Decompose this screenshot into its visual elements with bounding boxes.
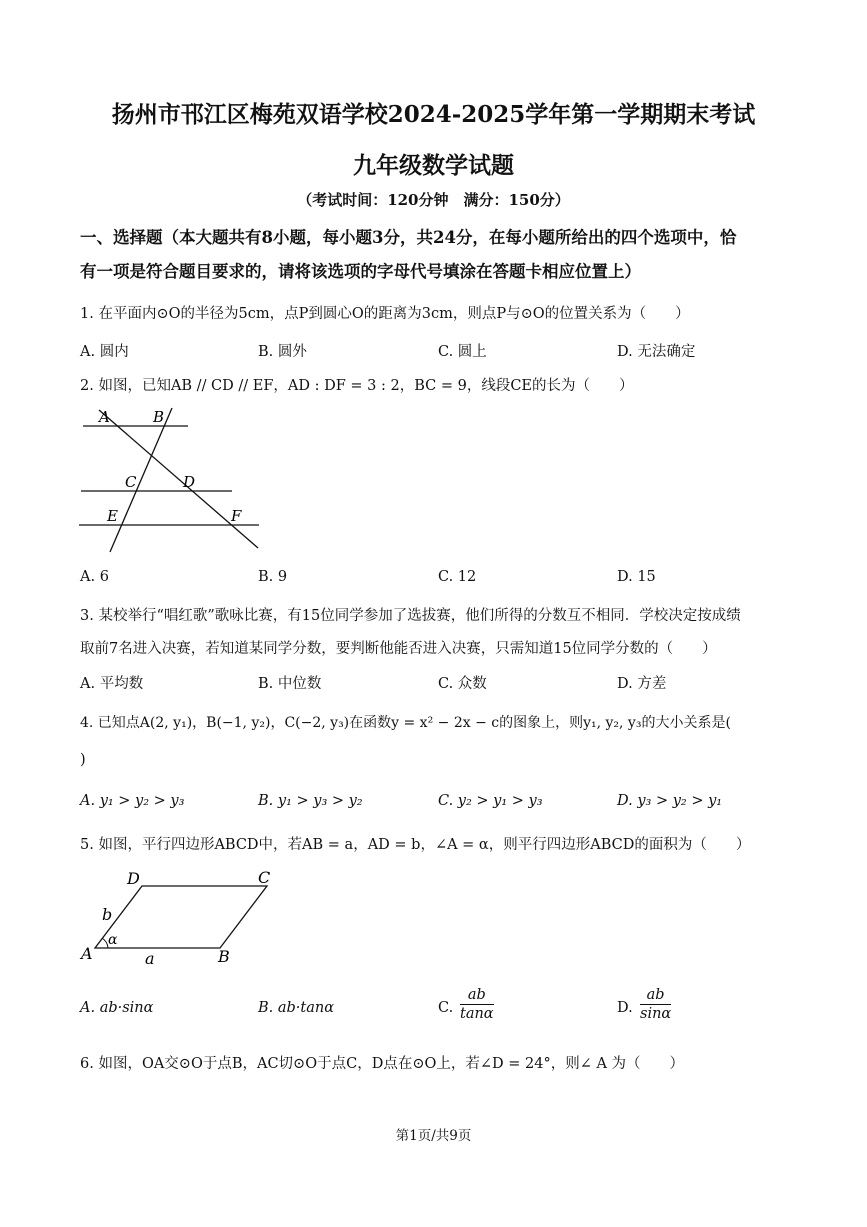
- q2-option-a: A. 6: [80, 569, 109, 585]
- q2-label-a: A: [99, 408, 110, 426]
- exam-info: （考试时间：120分钟 满分：150分）: [297, 191, 570, 209]
- q5-label-a-side: a: [145, 949, 155, 968]
- q1-option-b: B. 圆外: [258, 344, 307, 360]
- q2-label-b: B: [153, 408, 165, 426]
- q5-option-d-fraction: [640, 987, 671, 1022]
- question-3-line1: 3. 某校举行“唱红歌”歌咏比赛，有15位同学参加了选拔赛，他们所得的分数互不相同．学校决定按成绩: [80, 608, 741, 624]
- q2-transversal-be: [110, 408, 172, 552]
- q4-option-d: D. y₃ > y₂ > y₁: [617, 793, 723, 809]
- exam-subtitle: 九年级数学试题: [353, 152, 514, 179]
- q4-option-b: B. y₁ > y₃ > y₂: [258, 793, 363, 809]
- q5-c-denominator: tanα: [460, 1006, 494, 1022]
- q1-option-c: C. 圆上: [438, 344, 487, 360]
- q5-parallelogram-figure: [75, 866, 285, 971]
- q2-option-b: B. 9: [258, 569, 288, 585]
- q2-label-c: C: [125, 473, 137, 491]
- q1-option-d: D. 无法确定: [617, 344, 696, 360]
- question-1-text: 1. 在平面内⊙O的半径为5cm，点P到圆心O的距离为3cm，则点P与⊙O的位置关系为（ ）: [80, 306, 690, 322]
- q4-option-a: A. y₁ > y₂ > y₃: [80, 793, 185, 809]
- question-6-text: 6. 如图，OA交⊙O于点B，AC切⊙O于点C，D点在⊙O上，若∠D = 24°，则∠ A 为（ ）: [80, 1056, 685, 1072]
- question-2-text: 2. 如图，已知AB // CD // EF，AD : DF = 3 : 2，BC = 9，线段CE的长为（ ）: [80, 378, 634, 394]
- q5-option-a: A. ab·sinα: [80, 1000, 154, 1016]
- section-heading-line2: 有一项是符合题目要求的，请将该选项的字母代号填涂在答题卡相应位置上）: [80, 262, 641, 281]
- q4-option-c: C. y₂ > y₁ > y₃: [438, 793, 543, 809]
- q5-label-b-vertex: B: [218, 947, 230, 966]
- q2-label-f: F: [231, 507, 242, 525]
- q2-option-c: C. 12: [438, 569, 477, 585]
- q5-option-c-label: C.: [438, 1000, 454, 1016]
- q5-label-alpha: α: [108, 932, 118, 948]
- q2-label-e: E: [107, 507, 118, 525]
- q5-label-c: C: [258, 868, 271, 887]
- q5-option-d-label: D.: [617, 1000, 633, 1016]
- q5-d-numerator: ab: [640, 987, 671, 1005]
- q5-label-d: D: [127, 869, 140, 888]
- q5-c-numerator: ab: [460, 987, 494, 1005]
- q3-option-a: A. 平均数: [80, 676, 144, 692]
- q3-option-c: C. 众数: [438, 676, 487, 692]
- q2-parallel-lines-figure: [75, 405, 275, 560]
- q2-transversal-ad: [99, 410, 258, 548]
- q5-label-b: b: [102, 905, 113, 924]
- page-number: 第1页/共9页: [395, 1128, 472, 1144]
- q2-label-d: D: [183, 473, 196, 491]
- q5-option-b: B. ab·tanα: [258, 1000, 335, 1016]
- exam-title: 扬州市邗江区梅苑双语学校2024-2025学年第一学期期末考试: [111, 101, 756, 128]
- q2-option-d: D. 15: [617, 569, 656, 585]
- q1-option-a: A. 圆内: [80, 344, 129, 360]
- q3-option-b: B. 中位数: [258, 676, 322, 692]
- question-4-line2: ): [80, 752, 86, 768]
- q5-parallelogram: [95, 886, 267, 948]
- q5-option-c-fraction: [460, 987, 494, 1022]
- q3-option-d: D. 方差: [617, 676, 667, 692]
- question-4-line1: 4. 已知点A(2, y₁)，B(−1, y₂)，C(−2, y₃)在函数y = x² − 2x − c的图象上，则y₁, y₂, y₃的大小关系是(: [80, 715, 731, 731]
- q5-label-a: A: [81, 944, 93, 963]
- question-5-text: 5. 如图，平行四边形ABCD中，若AB = a，AD = b，∠A = α，则平行四边形ABCD的面积为（ ）: [80, 837, 751, 853]
- question-3-line2: 取前7名进入决赛，若知道某同学分数，要判断他能否进入决赛，只需知道15位同学分数的（ ）: [80, 641, 717, 657]
- q5-d-denominator: sinα: [640, 1006, 672, 1022]
- section-heading-line1: 一、选择题（本大题共有8小题，每小题3分，共24分，在每小题所给出的四个选项中，恰: [80, 228, 737, 247]
